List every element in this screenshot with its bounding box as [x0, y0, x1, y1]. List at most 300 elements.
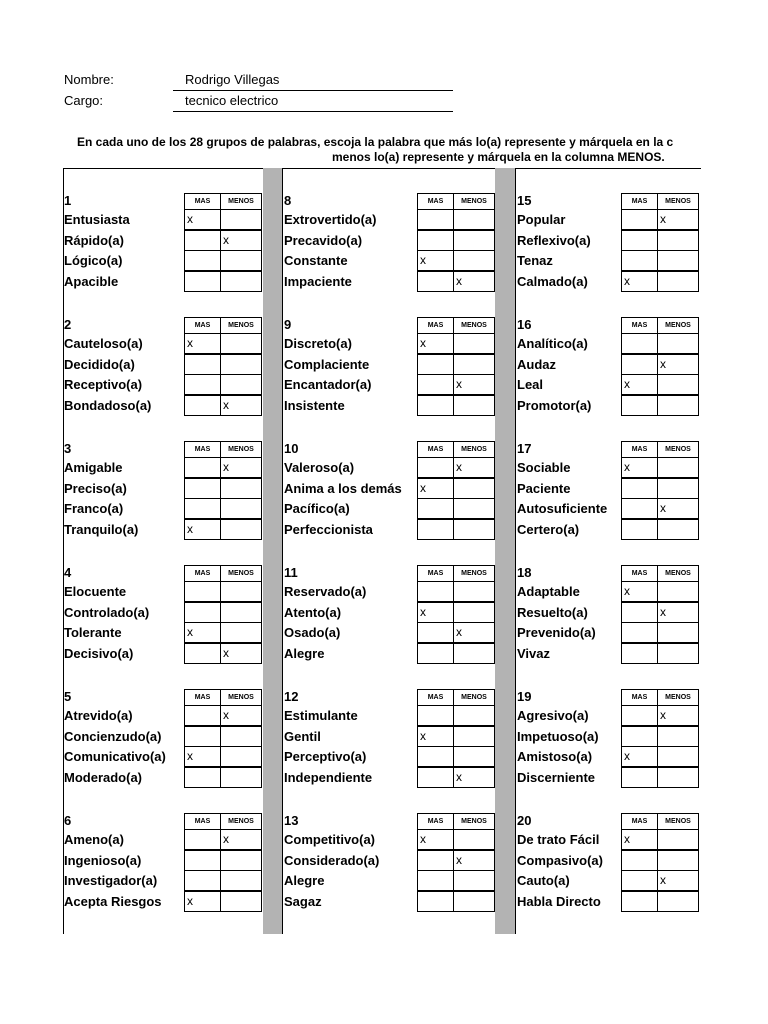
menos-cell[interactable]: [453, 333, 495, 354]
mas-cell[interactable]: [621, 850, 658, 871]
mas-cell[interactable]: [417, 705, 454, 726]
word-label: Extrovertido(a): [284, 212, 377, 227]
mas-cell[interactable]: x: [184, 891, 221, 912]
menos-header-label: MENOS: [665, 694, 691, 701]
menos-cell[interactable]: [453, 250, 495, 271]
word-label: Reservado(a): [284, 584, 367, 599]
menos-cell[interactable]: x: [220, 705, 262, 726]
mas-cell[interactable]: [417, 354, 454, 375]
menos-cell[interactable]: [453, 354, 495, 375]
mas-header-label: MAS: [631, 694, 648, 701]
word-label: Sociable: [517, 460, 571, 475]
word-label: Impetuoso(a): [517, 728, 599, 744]
mas-cell[interactable]: [184, 850, 221, 871]
word-group: [64, 689, 284, 794]
menos-header-label: MENOS: [461, 818, 487, 825]
mas-cell[interactable]: [621, 622, 658, 643]
mas-cell[interactable]: [184, 395, 221, 416]
mas-cell[interactable]: [184, 478, 221, 499]
instructions-line-1: En cada uno de los 28 grupos de palabras, escoja la palabra que más lo(a) represente y márquela en la c: [77, 135, 674, 149]
group-number: 3: [64, 441, 72, 456]
mas-cell[interactable]: [184, 643, 221, 664]
mas-header-label: MAS: [427, 570, 444, 577]
menos-cell[interactable]: [453, 746, 495, 767]
mas-header-label: MAS: [194, 322, 211, 329]
mas-column-header: [417, 317, 454, 334]
mas-cell[interactable]: [417, 643, 454, 664]
mas-cell[interactable]: [184, 271, 221, 292]
menos-column-header: [657, 689, 699, 706]
mas-cell[interactable]: [417, 891, 454, 912]
mas-cell[interactable]: x: [184, 333, 221, 354]
mas-cell[interactable]: x: [621, 581, 658, 602]
menos-cell[interactable]: [453, 891, 495, 912]
mas-cell[interactable]: x: [417, 478, 454, 499]
mas-cell[interactable]: [184, 498, 221, 519]
word-label: Resuelto(a): [517, 604, 588, 620]
menos-header-label: MENOS: [665, 198, 691, 205]
word-label: Acepta Riesgos: [64, 893, 162, 909]
word-label: Leal: [517, 377, 544, 392]
group-number: 5: [64, 689, 72, 704]
word-label: Paciente: [517, 480, 571, 496]
mas-cell[interactable]: [184, 829, 221, 850]
mas-header-label: MAS: [194, 198, 211, 205]
menos-cell[interactable]: [657, 374, 699, 395]
mas-header-label: MAS: [427, 694, 444, 701]
mas-cell[interactable]: x: [417, 333, 454, 354]
menos-cell[interactable]: x: [657, 705, 699, 726]
mas-cell[interactable]: [621, 333, 658, 354]
word-label: Insistente: [284, 397, 345, 413]
name-label: Nombre:: [64, 72, 114, 87]
mas-cell[interactable]: [184, 250, 221, 271]
mas-header-label: MAS: [427, 198, 444, 205]
menos-column-header: [657, 193, 699, 210]
mas-column-header: [417, 689, 454, 706]
menos-cell[interactable]: [453, 581, 495, 602]
word-label: Apacible: [64, 273, 119, 289]
mas-column-header: [621, 441, 658, 458]
word-label: Pacífico(a): [284, 501, 350, 516]
word-label: Atrevido(a): [64, 708, 133, 723]
menos-cell[interactable]: [220, 354, 262, 375]
mas-cell[interactable]: x: [184, 209, 221, 230]
menos-cell[interactable]: x: [220, 643, 262, 664]
word-label: Decisivo(a): [64, 645, 134, 661]
mas-cell[interactable]: [184, 457, 221, 478]
menos-cell[interactable]: [453, 870, 495, 891]
word-label: Perfeccionista: [284, 521, 373, 537]
word-label: Habla Directo: [517, 893, 601, 909]
mas-cell[interactable]: [417, 230, 454, 251]
word-label: Complaciente: [284, 356, 370, 372]
mas-cell[interactable]: [621, 250, 658, 271]
mas-header-label: MAS: [631, 446, 648, 453]
word-group: [64, 441, 284, 546]
mas-cell[interactable]: [417, 622, 454, 643]
menos-column-header: [220, 689, 262, 706]
group-number: 18: [517, 565, 532, 580]
menos-cell[interactable]: [453, 498, 495, 519]
word-label: Tolerante: [64, 625, 122, 640]
mas-cell[interactable]: [417, 271, 454, 292]
mas-cell[interactable]: x: [184, 622, 221, 643]
menos-cell[interactable]: x: [657, 498, 699, 519]
group-number: 15: [517, 193, 532, 208]
group-number: 11: [284, 565, 298, 580]
menos-cell[interactable]: [220, 891, 262, 912]
word-label: Impaciente: [284, 273, 352, 289]
mas-cell[interactable]: x: [417, 250, 454, 271]
word-group: [284, 317, 504, 422]
mas-cell[interactable]: [621, 870, 658, 891]
mas-cell[interactable]: [184, 870, 221, 891]
group-number: 8: [284, 193, 292, 208]
name-value[interactable]: Rodrigo Villegas: [185, 72, 280, 87]
mas-cell[interactable]: x: [417, 829, 454, 850]
menos-cell[interactable]: [657, 643, 699, 664]
instructions-line-2: menos lo(a) represente y márquela en la columna MENOS.: [332, 150, 665, 164]
mas-cell[interactable]: [621, 726, 658, 747]
word-label: Rápido(a): [64, 232, 124, 248]
mas-cell[interactable]: [417, 767, 454, 788]
word-label: Considerado(a): [284, 852, 380, 868]
menos-cell[interactable]: [657, 581, 699, 602]
word-group: [64, 813, 284, 918]
word-group: [64, 565, 284, 670]
role-label: Cargo:: [64, 93, 104, 108]
group-number: 16: [517, 317, 532, 332]
menos-column-header: [657, 813, 699, 830]
word-label: Perceptivo(a): [284, 749, 367, 764]
mas-cell[interactable]: x: [621, 457, 658, 478]
menos-column-header: [453, 193, 495, 210]
menos-cell[interactable]: [220, 333, 262, 354]
word-label: Alegre: [284, 645, 325, 661]
mas-cell[interactable]: [621, 891, 658, 912]
menos-cell[interactable]: x: [453, 457, 495, 478]
menos-cell[interactable]: [657, 230, 699, 251]
column-divider: [515, 168, 516, 934]
word-label: De trato Fácil: [517, 832, 600, 847]
mas-cell[interactable]: [417, 581, 454, 602]
menos-cell[interactable]: x: [453, 622, 495, 643]
mas-cell[interactable]: x: [621, 829, 658, 850]
menos-column-header: [453, 689, 495, 706]
word-label: Estimulante: [284, 708, 358, 723]
menos-header-label: MENOS: [665, 322, 691, 329]
word-group: [517, 441, 737, 546]
mas-column-header: [184, 193, 221, 210]
word-group: [284, 689, 504, 794]
menos-cell[interactable]: x: [657, 209, 699, 230]
mas-cell[interactable]: [184, 602, 221, 623]
menos-column-header: [453, 317, 495, 334]
group-number: 9: [284, 317, 292, 332]
mas-cell[interactable]: [184, 354, 221, 375]
mas-header-label: MAS: [427, 322, 444, 329]
menos-header-label: MENOS: [665, 570, 691, 577]
menos-cell[interactable]: [220, 519, 262, 540]
menos-cell[interactable]: [453, 519, 495, 540]
menos-cell[interactable]: [657, 478, 699, 499]
menos-cell[interactable]: [657, 250, 699, 271]
menos-cell[interactable]: x: [453, 767, 495, 788]
menos-cell[interactable]: x: [220, 829, 262, 850]
group-number: 20: [517, 813, 532, 828]
mas-cell[interactable]: x: [621, 746, 658, 767]
menos-cell[interactable]: x: [220, 395, 262, 416]
mas-cell[interactable]: x: [417, 726, 454, 747]
word-label: Independiente: [284, 769, 373, 785]
word-label: Analítico(a): [517, 336, 588, 351]
word-group: [517, 317, 737, 422]
word-label: Decidido(a): [64, 356, 135, 372]
word-label: Franco(a): [64, 501, 124, 516]
word-group: [517, 813, 737, 918]
mas-header-label: MAS: [631, 322, 648, 329]
mas-header-label: MAS: [631, 570, 648, 577]
group-number: 13: [284, 813, 299, 828]
menos-header-label: MENOS: [228, 570, 254, 577]
group-number: 19: [517, 689, 532, 704]
mas-column-header: [184, 689, 221, 706]
mas-column-header: [621, 193, 658, 210]
mas-cell[interactable]: [621, 209, 658, 230]
mas-cell[interactable]: [621, 705, 658, 726]
word-label: Elocuente: [64, 584, 127, 599]
word-label: Compasivo(a): [517, 852, 603, 868]
word-label: Comunicativo(a): [64, 749, 166, 764]
mas-cell[interactable]: [621, 519, 658, 540]
word-group: [517, 193, 737, 298]
mas-cell[interactable]: [417, 374, 454, 395]
role-value[interactable]: tecnico electrico: [185, 93, 279, 108]
menos-header-label: MENOS: [461, 446, 487, 453]
word-label: Promotor(a): [517, 397, 592, 413]
word-label: Tranquilo(a): [64, 521, 139, 537]
word-label: Competitivo(a): [284, 832, 375, 847]
menos-column-header: [453, 565, 495, 582]
menos-cell[interactable]: [220, 622, 262, 643]
menos-column-header: [220, 317, 262, 334]
menos-cell[interactable]: [657, 726, 699, 747]
menos-cell[interactable]: [220, 602, 262, 623]
menos-cell[interactable]: [657, 395, 699, 416]
mas-cell[interactable]: [417, 395, 454, 416]
mas-cell[interactable]: [184, 230, 221, 251]
mas-cell[interactable]: [621, 602, 658, 623]
menos-cell[interactable]: [657, 622, 699, 643]
word-label: Calmado(a): [517, 273, 588, 289]
menos-cell[interactable]: [657, 891, 699, 912]
word-label: Cauteloso(a): [64, 336, 143, 351]
mas-cell[interactable]: x: [184, 519, 221, 540]
group-number: 12: [284, 689, 299, 704]
mas-cell[interactable]: x: [621, 271, 658, 292]
menos-cell[interactable]: x: [453, 271, 495, 292]
menos-cell[interactable]: [220, 581, 262, 602]
menos-cell[interactable]: [453, 705, 495, 726]
word-label: Anima a los demás: [284, 480, 402, 496]
mas-cell[interactable]: [184, 726, 221, 747]
word-label: Gentil: [284, 728, 321, 744]
mas-column-header: [417, 813, 454, 830]
word-label: Concienzudo(a): [64, 728, 162, 744]
group-number: 4: [64, 565, 72, 580]
menos-header-label: MENOS: [665, 818, 691, 825]
menos-cell[interactable]: [657, 746, 699, 767]
menos-column-header: [453, 441, 495, 458]
word-label: Amistoso(a): [517, 749, 593, 764]
mas-cell[interactable]: [417, 746, 454, 767]
mas-header-label: MAS: [194, 694, 211, 701]
mas-cell[interactable]: [417, 209, 454, 230]
word-label: Agresivo(a): [517, 708, 589, 723]
menos-column-header: [220, 813, 262, 830]
menos-cell[interactable]: [657, 767, 699, 788]
menos-cell[interactable]: [453, 829, 495, 850]
role-underline: [173, 111, 453, 112]
menos-cell[interactable]: [453, 209, 495, 230]
word-label: Ameno(a): [64, 832, 124, 847]
group-number: 17: [517, 441, 532, 456]
word-label: Vivaz: [517, 645, 551, 661]
mas-cell[interactable]: [417, 850, 454, 871]
word-label: Investigador(a): [64, 873, 158, 888]
mas-cell[interactable]: [184, 581, 221, 602]
word-label: Amigable: [64, 460, 123, 475]
mas-cell[interactable]: [621, 498, 658, 519]
mas-cell[interactable]: x: [621, 374, 658, 395]
mas-column-header: [184, 813, 221, 830]
mas-column-header: [417, 441, 454, 458]
menos-cell[interactable]: x: [220, 457, 262, 478]
menos-cell[interactable]: [220, 850, 262, 871]
word-label: Constante: [284, 253, 348, 268]
mas-cell[interactable]: [417, 519, 454, 540]
menos-cell[interactable]: x: [657, 870, 699, 891]
menos-cell[interactable]: [220, 478, 262, 499]
word-group: [64, 317, 284, 422]
menos-cell[interactable]: x: [657, 602, 699, 623]
menos-cell[interactable]: [657, 850, 699, 871]
menos-cell[interactable]: [453, 726, 495, 747]
menos-cell[interactable]: [657, 829, 699, 850]
menos-cell[interactable]: [453, 230, 495, 251]
word-label: Alegre: [284, 873, 325, 888]
mas-cell[interactable]: x: [417, 602, 454, 623]
mas-column-header: [417, 565, 454, 582]
menos-cell[interactable]: [453, 395, 495, 416]
menos-cell[interactable]: [220, 374, 262, 395]
mas-cell[interactable]: [417, 498, 454, 519]
menos-header-label: MENOS: [228, 818, 254, 825]
mas-cell[interactable]: [621, 767, 658, 788]
menos-cell[interactable]: [453, 643, 495, 664]
mas-cell[interactable]: [621, 354, 658, 375]
menos-cell[interactable]: [453, 478, 495, 499]
word-label: Discreto(a): [284, 336, 352, 351]
menos-cell[interactable]: [220, 209, 262, 230]
menos-cell[interactable]: [220, 746, 262, 767]
menos-header-label: MENOS: [665, 446, 691, 453]
word-label: Cauto(a): [517, 873, 570, 888]
menos-column-header: [657, 441, 699, 458]
mas-cell[interactable]: [621, 478, 658, 499]
word-label: Moderado(a): [64, 769, 142, 785]
menos-column-header: [657, 565, 699, 582]
menos-cell[interactable]: [657, 519, 699, 540]
mas-header-label: MAS: [427, 446, 444, 453]
word-label: Valeroso(a): [284, 460, 355, 475]
menos-cell[interactable]: [220, 870, 262, 891]
group-number: 10: [284, 441, 299, 456]
menos-cell[interactable]: [657, 333, 699, 354]
menos-cell[interactable]: [220, 726, 262, 747]
word-label: Receptivo(a): [64, 377, 143, 392]
group-number: 1: [64, 193, 72, 208]
mas-cell[interactable]: [184, 705, 221, 726]
mas-cell[interactable]: [184, 767, 221, 788]
menos-header-label: MENOS: [228, 322, 254, 329]
menos-cell[interactable]: [220, 498, 262, 519]
word-label: Controlado(a): [64, 604, 150, 620]
menos-column-header: [220, 565, 262, 582]
mas-header-label: MAS: [631, 198, 648, 205]
word-label: Tenaz: [517, 253, 553, 268]
menos-cell[interactable]: [220, 767, 262, 788]
word-label: Discerniente: [517, 769, 596, 785]
group-number: 6: [64, 813, 72, 828]
mas-cell[interactable]: [184, 374, 221, 395]
menos-cell[interactable]: [453, 602, 495, 623]
menos-cell[interactable]: x: [657, 354, 699, 375]
menos-cell[interactable]: [657, 457, 699, 478]
menos-cell[interactable]: [220, 271, 262, 292]
word-label: Reflexivo(a): [517, 232, 591, 248]
menos-header-label: MENOS: [461, 198, 487, 205]
mas-cell[interactable]: [621, 643, 658, 664]
mas-cell[interactable]: [417, 457, 454, 478]
menos-cell[interactable]: x: [453, 850, 495, 871]
mas-header-label: MAS: [194, 446, 211, 453]
mas-column-header: [184, 441, 221, 458]
mas-column-header: [417, 193, 454, 210]
menos-cell[interactable]: [657, 271, 699, 292]
grid-top-border: [63, 168, 701, 169]
mas-header-label: MAS: [427, 818, 444, 825]
mas-cell[interactable]: x: [184, 746, 221, 767]
name-underline: [173, 90, 453, 91]
menos-header-label: MENOS: [228, 446, 254, 453]
menos-cell[interactable]: [220, 250, 262, 271]
word-label: Atento(a): [284, 604, 342, 620]
word-group: [284, 813, 504, 918]
mas-cell[interactable]: [417, 870, 454, 891]
menos-cell[interactable]: x: [453, 374, 495, 395]
menos-cell[interactable]: x: [220, 230, 262, 251]
menos-header-label: MENOS: [461, 322, 487, 329]
mas-cell[interactable]: [621, 395, 658, 416]
word-label: Entusiasta: [64, 212, 130, 227]
menos-header-label: MENOS: [228, 694, 254, 701]
word-label: Audaz: [517, 356, 556, 372]
menos-header-label: MENOS: [461, 694, 487, 701]
mas-header-label: MAS: [194, 818, 211, 825]
mas-cell[interactable]: [621, 230, 658, 251]
